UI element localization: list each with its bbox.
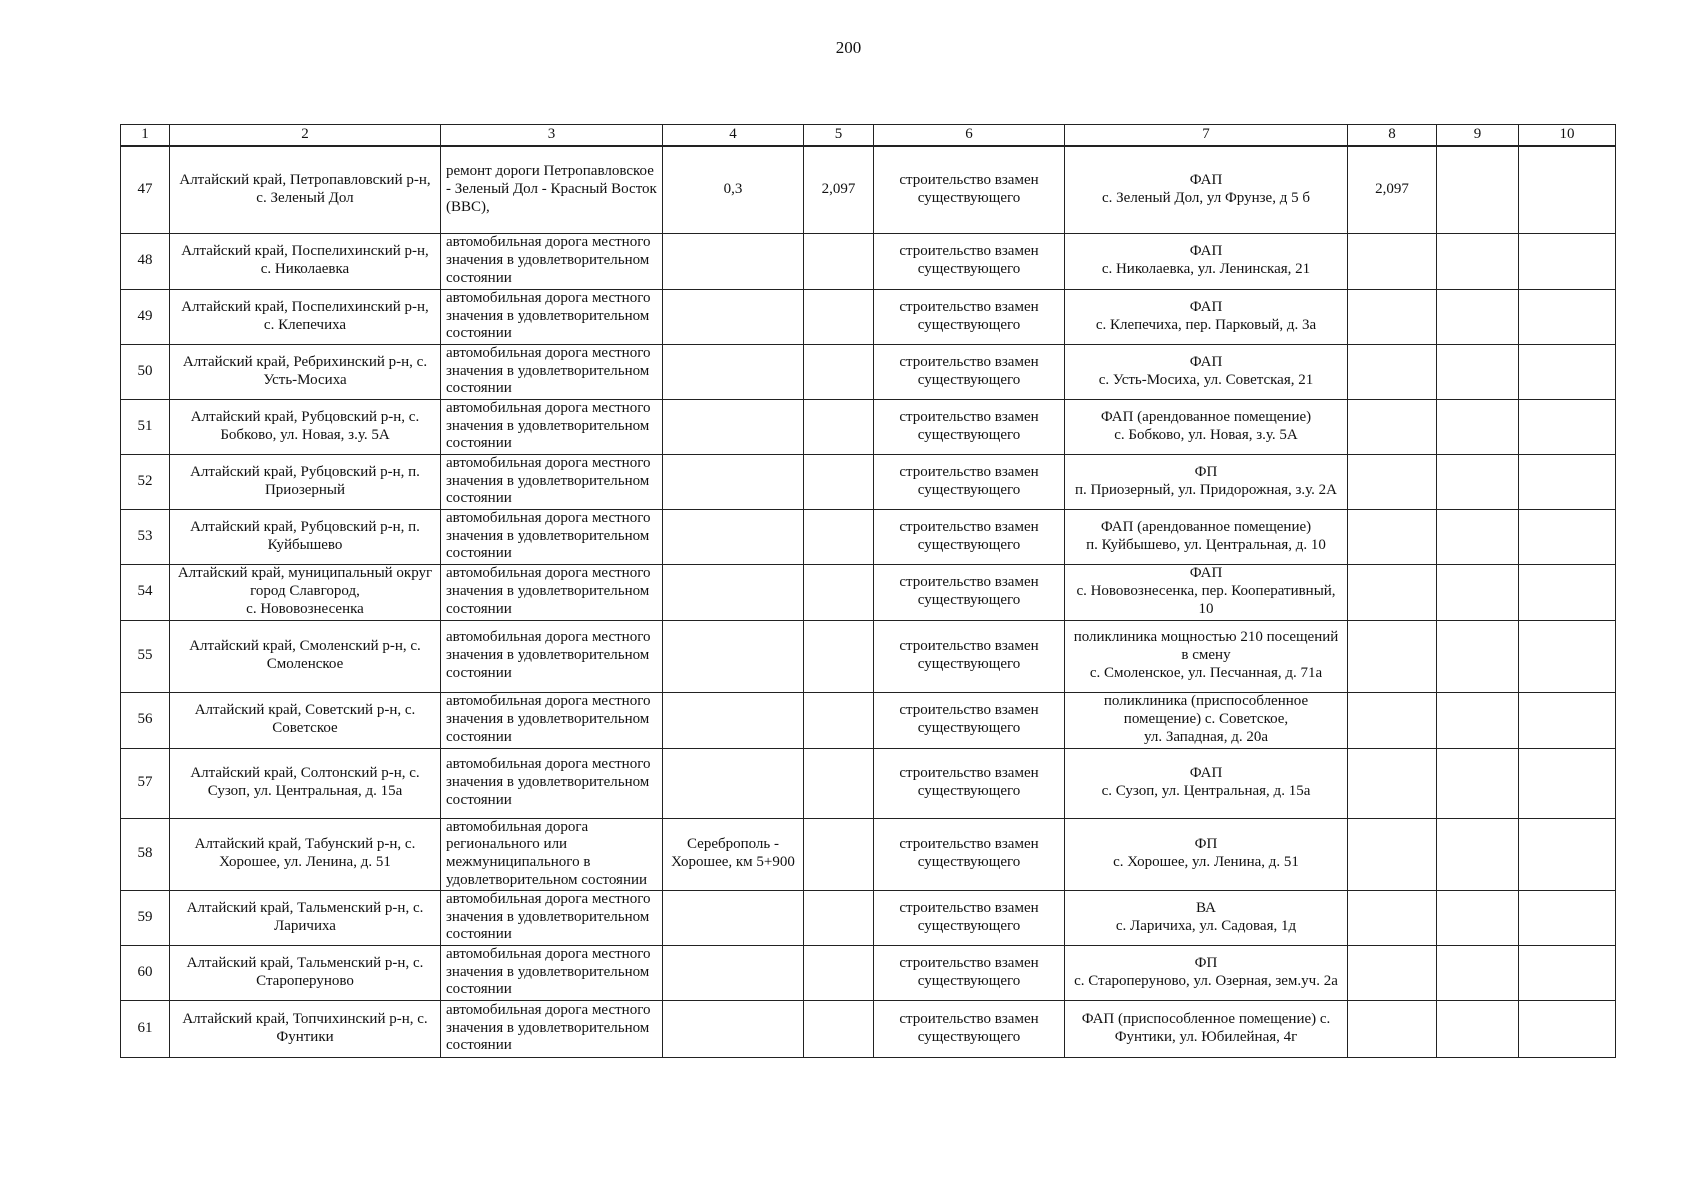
col5-cell: 2,097 (804, 146, 874, 233)
row-number: 54 (121, 564, 170, 620)
location-cell: Алтайский край, муниципальный округ город Славгород, с. Нововознесенка (170, 564, 441, 620)
object-cell: поликлиника (приспособленное помещение) с. Советское, ул. Западная, д. 20а (1065, 692, 1348, 748)
header-cell-7: 7 (1065, 125, 1348, 147)
row-number: 58 (121, 818, 170, 890)
work-type-cell: строительство взамен существующего (874, 620, 1065, 692)
row-number: 51 (121, 399, 170, 454)
col8-cell (1348, 748, 1437, 818)
header-cell-9: 9 (1437, 125, 1519, 147)
road-cell: автомобильная дорога местного значения в удовлетворительном состоянии (441, 945, 663, 1000)
col10-cell (1519, 454, 1616, 509)
road-cell: автомобильная дорога местного значения в удовлетворительном состоянии (441, 344, 663, 399)
table-row (121, 890, 1616, 945)
header-cell-6: 6 (874, 125, 1065, 147)
object-cell: ФАП с. Нововознесенка, пер. Кооперативный, 10 (1065, 564, 1348, 620)
work-type-cell: строительство взамен существующего (874, 233, 1065, 289)
work-type-cell: строительство взамен существующего (874, 818, 1065, 890)
col4-cell (663, 344, 804, 399)
object-cell: ФАП с. Сузоп, ул. Центральная, д. 15а (1065, 748, 1348, 818)
table-row (121, 233, 1616, 289)
table-row (121, 146, 1616, 233)
location-cell: Алтайский край, Рубцовский р-н, п. Приозерный (170, 454, 441, 509)
col8-cell (1348, 289, 1437, 344)
row-number: 50 (121, 344, 170, 399)
col10-cell (1519, 1000, 1616, 1057)
row-number: 59 (121, 890, 170, 945)
table-row (121, 818, 1616, 890)
work-type-cell: строительство взамен существующего (874, 399, 1065, 454)
col4-cell (663, 509, 804, 564)
col4-cell (663, 564, 804, 620)
col5-cell (804, 564, 874, 620)
col8-cell (1348, 945, 1437, 1000)
road-cell: автомобильная дорога регионального или межмуниципального в удовлетворительном состоянии (441, 818, 663, 890)
location-cell: Алтайский край, Рубцовский р-н, с. Бобково, ул. Новая, з.у. 5А (170, 399, 441, 454)
road-cell: автомобильная дорога местного значения в удовлетворительном состоянии (441, 620, 663, 692)
col10-cell (1519, 890, 1616, 945)
object-cell: ВА с. Ларичиха, ул. Садовая, 1д (1065, 890, 1348, 945)
col4-cell (663, 620, 804, 692)
col5-cell (804, 620, 874, 692)
col5-cell (804, 289, 874, 344)
row-number: 56 (121, 692, 170, 748)
col4-cell (663, 289, 804, 344)
col9-cell (1437, 748, 1519, 818)
location-cell: Алтайский край, Табунский р-н, с. Хорошее, ул. Ленина, д. 51 (170, 818, 441, 890)
location-cell: Алтайский край, Ребрихинский р-н, с. Усть-Мосиха (170, 344, 441, 399)
road-cell: автомобильная дорога местного значения в удовлетворительном состоянии (441, 399, 663, 454)
col10-cell (1519, 344, 1616, 399)
table-row (121, 748, 1616, 818)
col9-cell (1437, 509, 1519, 564)
col8-cell (1348, 692, 1437, 748)
location-cell: Алтайский край, Тальменский р-н, с. Староперуново (170, 945, 441, 1000)
object-cell: ФАП (приспособленное помещение) с. Фунтики, ул. Юбилейная, 4г (1065, 1000, 1348, 1057)
location-cell: Алтайский край, Смоленский р-н, с. Смоленское (170, 620, 441, 692)
road-cell: автомобильная дорога местного значения в удовлетворительном состоянии (441, 564, 663, 620)
work-type-cell: строительство взамен существующего (874, 344, 1065, 399)
table-row (121, 945, 1616, 1000)
header-cell-1: 1 (121, 125, 170, 147)
work-type-cell: строительство взамен существующего (874, 1000, 1065, 1057)
header-cell-5: 5 (804, 125, 874, 147)
table-row (121, 344, 1616, 399)
col4-cell (663, 692, 804, 748)
col4-cell (663, 1000, 804, 1057)
col10-cell (1519, 620, 1616, 692)
work-type-cell: строительство взамен существующего (874, 454, 1065, 509)
object-cell: ФАП с. Николаевка, ул. Ленинская, 21 (1065, 233, 1348, 289)
object-cell: ФАП с. Усть-Мосиха, ул. Советская, 21 (1065, 344, 1348, 399)
col9-cell (1437, 692, 1519, 748)
table-row (121, 289, 1616, 344)
page-number: 200 (835, 38, 862, 57)
col10-cell (1519, 233, 1616, 289)
table-row (121, 1000, 1616, 1057)
col4-cell (663, 748, 804, 818)
road-cell: автомобильная дорога местного значения в удовлетворительном состоянии (441, 1000, 663, 1057)
col8-cell (1348, 620, 1437, 692)
col10-cell (1519, 692, 1616, 748)
table-row (121, 509, 1616, 564)
work-type-cell: строительство взамен существующего (874, 748, 1065, 818)
col5-cell (804, 748, 874, 818)
col8-cell (1348, 818, 1437, 890)
col8-cell (1348, 454, 1437, 509)
col9-cell (1437, 233, 1519, 289)
col9-cell (1437, 399, 1519, 454)
road-cell: ремонт дороги Петропавловское - Зеленый Дол - Красный Восток (ВВС), (441, 146, 663, 233)
col5-cell (804, 233, 874, 289)
row-number: 49 (121, 289, 170, 344)
object-cell: ФАП (арендованное помещение) с. Бобково, ул. Новая, з.у. 5А (1065, 399, 1348, 454)
row-number: 55 (121, 620, 170, 692)
row-number: 57 (121, 748, 170, 818)
work-type-cell: строительство взамен существующего (874, 564, 1065, 620)
work-type-cell: строительство взамен существующего (874, 289, 1065, 344)
col8-cell (1348, 344, 1437, 399)
col10-cell (1519, 564, 1616, 620)
col4-cell: 0,3 (663, 146, 804, 233)
header-cell-3: 3 (441, 125, 663, 147)
col9-cell (1437, 146, 1519, 233)
col4-cell (663, 890, 804, 945)
col9-cell (1437, 945, 1519, 1000)
row-number: 52 (121, 454, 170, 509)
location-cell: Алтайский край, Поспелихинский р-н, с. Николаевка (170, 233, 441, 289)
data-table (120, 124, 1616, 1058)
col10-cell (1519, 748, 1616, 818)
row-number: 48 (121, 233, 170, 289)
col10-cell (1519, 399, 1616, 454)
object-cell: ФАП с. Зеленый Дол, ул Фрунзе, д 5 б (1065, 146, 1348, 233)
location-cell: Алтайский край, Советский р-н, с. Советское (170, 692, 441, 748)
col9-cell (1437, 818, 1519, 890)
location-cell: Алтайский край, Петропавловский р-н, с. Зеленый Дол (170, 146, 441, 233)
road-cell: автомобильная дорога местного значения в удовлетворительном состоянии (441, 233, 663, 289)
header-cell-10: 10 (1519, 125, 1616, 147)
header-row (121, 125, 1616, 147)
table-row (121, 564, 1616, 620)
road-cell: автомобильная дорога местного значения в удовлетворительном состоянии (441, 748, 663, 818)
col10-cell (1519, 509, 1616, 564)
col10-cell (1519, 945, 1616, 1000)
col9-cell (1437, 564, 1519, 620)
header-cell-8: 8 (1348, 125, 1437, 147)
work-type-cell: строительство взамен существующего (874, 146, 1065, 233)
work-type-cell: строительство взамен существующего (874, 692, 1065, 748)
object-cell: ФП п. Приозерный, ул. Придорожная, з.у. 2А (1065, 454, 1348, 509)
object-cell: ФАП (арендованное помещение) п. Куйбышево, ул. Центральная, д. 10 (1065, 509, 1348, 564)
col4-cell (663, 454, 804, 509)
table-row (121, 399, 1616, 454)
object-cell: поликлиника мощностью 210 посещений в смену с. Смоленское, ул. Песчанная, д. 71а (1065, 620, 1348, 692)
col5-cell (804, 399, 874, 454)
col9-cell (1437, 344, 1519, 399)
work-type-cell: строительство взамен существующего (874, 890, 1065, 945)
location-cell: Алтайский край, Рубцовский р-н, п. Куйбышево (170, 509, 441, 564)
table-body (121, 146, 1616, 1057)
col5-cell (804, 1000, 874, 1057)
col10-cell (1519, 289, 1616, 344)
col9-cell (1437, 454, 1519, 509)
col4-cell (663, 945, 804, 1000)
col5-cell (804, 890, 874, 945)
location-cell: Алтайский край, Топчихинский р-н, с. Фунтики (170, 1000, 441, 1057)
road-cell: автомобильная дорога местного значения в удовлетворительном состоянии (441, 454, 663, 509)
col9-cell (1437, 1000, 1519, 1057)
road-cell: автомобильная дорога местного значения в удовлетворительном состоянии (441, 509, 663, 564)
col8-cell (1348, 399, 1437, 454)
location-cell: Алтайский край, Тальменский р-н, с. Ларичиха (170, 890, 441, 945)
location-cell: Алтайский край, Поспелихинский р-н, с. Клепечиха (170, 289, 441, 344)
location-cell: Алтайский край, Солтонский р-н, с. Сузоп, ул. Центральная, д. 15а (170, 748, 441, 818)
col9-cell (1437, 289, 1519, 344)
col10-cell (1519, 818, 1616, 890)
table-row (121, 454, 1616, 509)
col8-cell: 2,097 (1348, 146, 1437, 233)
row-number: 47 (121, 146, 170, 233)
col4-cell (663, 399, 804, 454)
road-cell: автомобильная дорога местного значения в удовлетворительном состоянии (441, 289, 663, 344)
col5-cell (804, 344, 874, 399)
object-cell: ФП с. Хорошее, ул. Ленина, д. 51 (1065, 818, 1348, 890)
row-number: 53 (121, 509, 170, 564)
table-header (121, 125, 1616, 147)
col5-cell (804, 509, 874, 564)
work-type-cell: строительство взамен существующего (874, 509, 1065, 564)
col8-cell (1348, 233, 1437, 289)
object-cell: ФАП с. Клепечиха, пер. Парковый, д. 3а (1065, 289, 1348, 344)
col4-cell: Сереброполь - Хорошее, км 5+900 (663, 818, 804, 890)
col5-cell (804, 818, 874, 890)
col9-cell (1437, 620, 1519, 692)
header-cell-4: 4 (663, 125, 804, 147)
header-cell-2: 2 (170, 125, 441, 147)
col8-cell (1348, 1000, 1437, 1057)
object-cell: ФП с. Староперуново, ул. Озерная, зем.уч. 2а (1065, 945, 1348, 1000)
col9-cell (1437, 890, 1519, 945)
table-row (121, 692, 1616, 748)
col8-cell (1348, 890, 1437, 945)
col5-cell (804, 692, 874, 748)
road-cell: автомобильная дорога местного значения в удовлетворительном состоянии (441, 692, 663, 748)
col5-cell (804, 945, 874, 1000)
work-type-cell: строительство взамен существующего (874, 945, 1065, 1000)
table-row (121, 620, 1616, 692)
row-number: 60 (121, 945, 170, 1000)
col4-cell (663, 233, 804, 289)
col10-cell (1519, 146, 1616, 233)
row-number: 61 (121, 1000, 170, 1057)
col5-cell (804, 454, 874, 509)
road-cell: автомобильная дорога местного значения в удовлетворительном состоянии (441, 890, 663, 945)
col8-cell (1348, 509, 1437, 564)
col8-cell (1348, 564, 1437, 620)
